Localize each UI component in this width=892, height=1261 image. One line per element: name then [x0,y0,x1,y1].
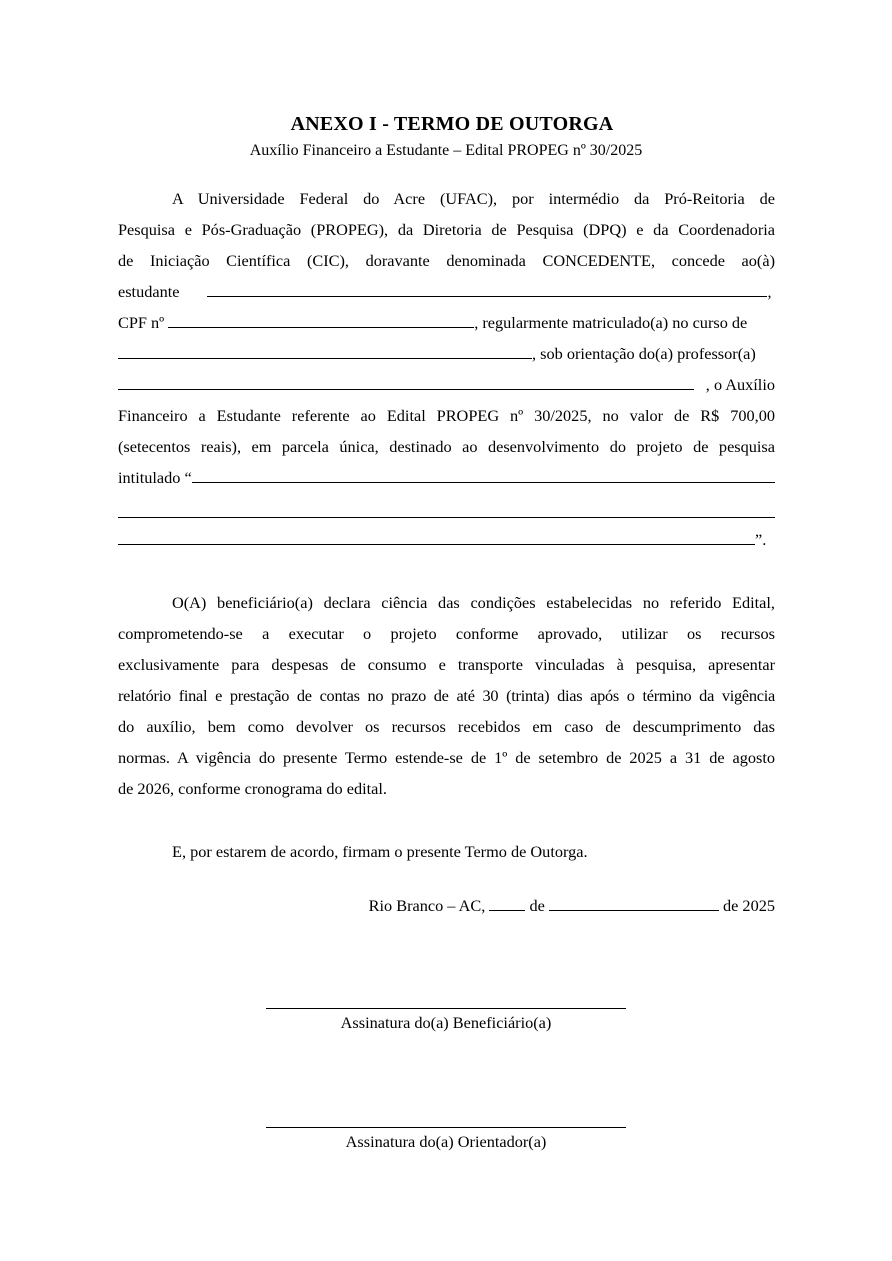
advisor-blank[interactable] [118,371,694,390]
month-blank[interactable] [549,896,719,911]
day-blank[interactable] [489,896,525,911]
student-name-row [118,276,775,307]
paragraph-line: (setecentos reais), em parcela única, destinado ao desenvolvimento do projeto de pesquisa [118,437,775,456]
beneficiary-signature-label: Assinatura do(a) Beneficiário(a) [340,1013,552,1032]
beneficiary-signature-line[interactable] [266,1008,626,1009]
project-title-row [118,462,775,493]
agreement-statement: E, por estarem de acordo, firmam o presente Termo de Outorga. [172,842,588,861]
paragraph-line: de 2026, conforme cronograma do edital. [118,779,387,798]
paragraph-line: Pesquisa e Pós-Graduação (PROPEG), da Diretoria de Pesquisa (DPQ) e da Coordenadoria [118,220,775,239]
student-label: estudante [118,282,180,301]
cpf-row [118,307,775,338]
comma: , [767,282,772,301]
project-title-blank-3[interactable] [118,526,755,545]
paragraph-line: Financeiro a Estudante referente ao Edital PROPEG nº 30/2025, no valor de R$ 700,00 [118,406,775,425]
advisor-signature-line[interactable] [266,1127,626,1128]
document-title: ANEXO I - TERMO DE OUTORGA [290,113,614,135]
place-text: Rio Branco – AC, [368,896,486,915]
project-label: intitulado “ [118,468,192,487]
advisor-row [118,369,775,400]
paragraph-line: normas. A vigência do presente Termo estende-se de 1º de setembro de 2025 a 31 de agosto [118,748,775,767]
project-title-blank[interactable] [192,464,775,483]
course-row [118,338,775,369]
paragraph-line: de Iniciação Científica (CIC), doravante denominada CONCEDENTE, concede ao(à) [118,251,775,270]
advisor-signature-label: Assinatura do(a) Orientador(a) [345,1132,547,1151]
de-text: de [529,896,545,915]
cpf-label: CPF nº [118,313,165,332]
advisor-text: , sob orientação do(a) professor(a) [532,344,756,363]
closing-quote: ”. [755,530,767,549]
paragraph-line: comprometendo-se a executar o projeto conforme aprovado, utilizar os recursos [118,624,775,643]
paragraph-line: relatório final e prestação de contas no prazo de até 30 (trinta) dias após o término da vigência [118,686,775,705]
student-name-blank[interactable] [207,278,767,297]
project-title-end-row [118,524,775,555]
project-title-blank-2[interactable] [118,517,775,518]
paragraph-line: do auxílio, bem como devolver os recursos recebidos em caso de descumprimento das [118,717,775,736]
paragraph-line: exclusivamente para despesas de consumo e transporte vinculadas à pesquisa, apresentar [118,655,775,674]
cpf-blank[interactable] [168,309,474,328]
course-blank[interactable] [118,340,532,359]
year-text: de 2025 [723,896,775,915]
date-line [118,894,775,918]
document-subtitle: Auxílio Financeiro a Estudante – Edital PROPEG nº 30/2025 [249,142,643,159]
paragraph-line: A Universidade Federal do Acre (UFAC), por intermédio da Pró-Reitoria de [172,189,775,208]
course-text: , regularmente matriculado(a) no curso de [474,313,748,332]
auxilio-text: , o Auxílio [705,375,775,394]
paragraph-line: O(A) beneficiário(a) declara ciência das condições estabelecidas no referido Edital, [172,593,775,612]
